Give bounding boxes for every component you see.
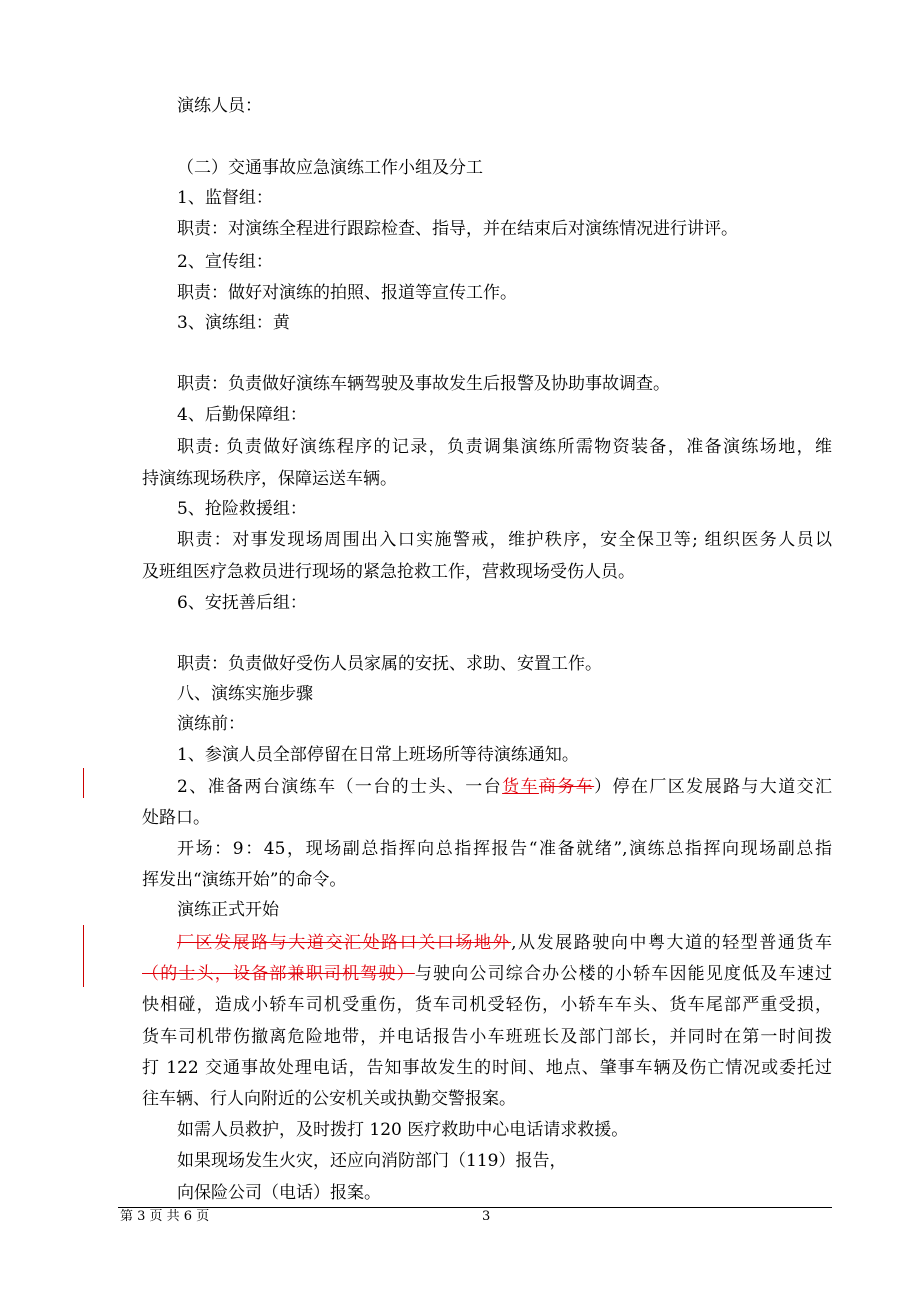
inserted-text: 货车 (502, 777, 539, 797)
paragraph: 职责: 负责做好演练程序的记录，负责调集演练所需物资装备，准备演练场地，维 (177, 437, 832, 457)
section-heading: 八、演练实施步骤 (177, 684, 313, 704)
paragraph: 职责：负责做好演练车辆驾驶及事故发生后报警及协助事故调查。 (177, 374, 670, 394)
text-run: ,从发展路驶向中粤大道的轻型普通货车 (511, 933, 832, 953)
paragraph: 如果现场发生火灾，还应向消防部门（119）报告， (177, 1151, 567, 1171)
footer-divider (118, 1207, 832, 1208)
paragraph: 向保险公司（电话）报案。 (177, 1183, 381, 1203)
paragraph: 演练前： (177, 714, 245, 734)
paragraph: 职责：对事发现场周围出入口实施警戒，维护秩序，安全保卫等; 组织医务人员以 (177, 530, 832, 550)
paragraph: 开场：9：45，现场副总指挥向总指挥报告“准备就绪”,演练总指挥向现场副总指 (177, 839, 832, 859)
paragraph: 打 122 交通事故处理电话，告知事故发生的时间、地点、肇事车辆及伤亡情况或委托过 (142, 1058, 832, 1078)
paragraph: 6、安抚善后组： (177, 593, 307, 613)
paragraph (177, 777, 832, 797)
paragraph: 如需人员救护，及时拨打 120 医疗救助中心电话请求救援。 (177, 1120, 629, 1140)
paragraph: 2、宣传组： (177, 252, 273, 272)
revision-bar (83, 768, 84, 798)
paragraph (142, 964, 832, 984)
paragraph: 职责：对演练全程进行跟踪检查、指导，并在结束后对演练情况进行讲评。 (177, 219, 738, 239)
section-heading: 演练正式开始 (177, 900, 279, 920)
paragraph: 职责：做好对演练的拍照、报道等宣传工作。 (177, 283, 517, 303)
paragraph: 挥发出“演练开始”的命令。 (142, 870, 347, 890)
paragraph: 5、抢险救援组： (177, 499, 307, 519)
paragraph: 往车辆、行人向附近的公安机关或执勤交警报案。 (142, 1089, 516, 1109)
paragraph: 3、演练组：黄 (177, 313, 290, 333)
deleted-text: （的士头，设备部兼职司机驾驶） (142, 964, 415, 984)
deleted-text: 商务车 (538, 777, 595, 797)
text-run: 2、准备两台演练车（一台的士头、一台 (177, 777, 503, 797)
paragraph: 职责：负责做好受伤人员家属的安抚、求助、安置工作。 (177, 654, 602, 674)
page-number: 3 (482, 1209, 491, 1224)
paragraph: 1、参演人员全部停留在日常上班场所等待演练通知。 (177, 745, 579, 765)
paragraph (177, 933, 832, 953)
paragraph: 快相碰，造成小轿车司机受重伤，货车司机受轻伤，小轿车车头、货车尾部严重受损， (142, 995, 832, 1015)
paragraph: 及班组医疗急救员进行现场的紧急抢救工作，营救现场受伤人员。 (142, 562, 635, 582)
paragraph: 1、监督组： (177, 188, 273, 208)
revision-bar (83, 925, 84, 987)
text-run: 与驶向公司综合办公楼的小轿车因能见度低及车速过 (414, 964, 833, 984)
deleted-text: 厂区发展路与大道交汇处路口关口场地外 (177, 933, 512, 953)
paragraph: 处路口。 (142, 808, 210, 828)
section-heading: （二）交通事故应急演练工作小组及分工 (177, 158, 483, 178)
paragraph: 货车司机带伤撤离危险地带，并电话报告小车班班长及部门部长，并同时在第一时间拨 (142, 1027, 832, 1047)
paragraph: 持演练现场秩序，保障运送车辆。 (142, 469, 397, 489)
paragraph: 演练人员： (177, 96, 262, 116)
page-info: 第 3 页 共 6 页 (120, 1209, 210, 1224)
paragraph: 4、后勤保障组： (177, 405, 307, 425)
text-run: ）停在厂区发展路与大道交汇 (594, 777, 832, 797)
